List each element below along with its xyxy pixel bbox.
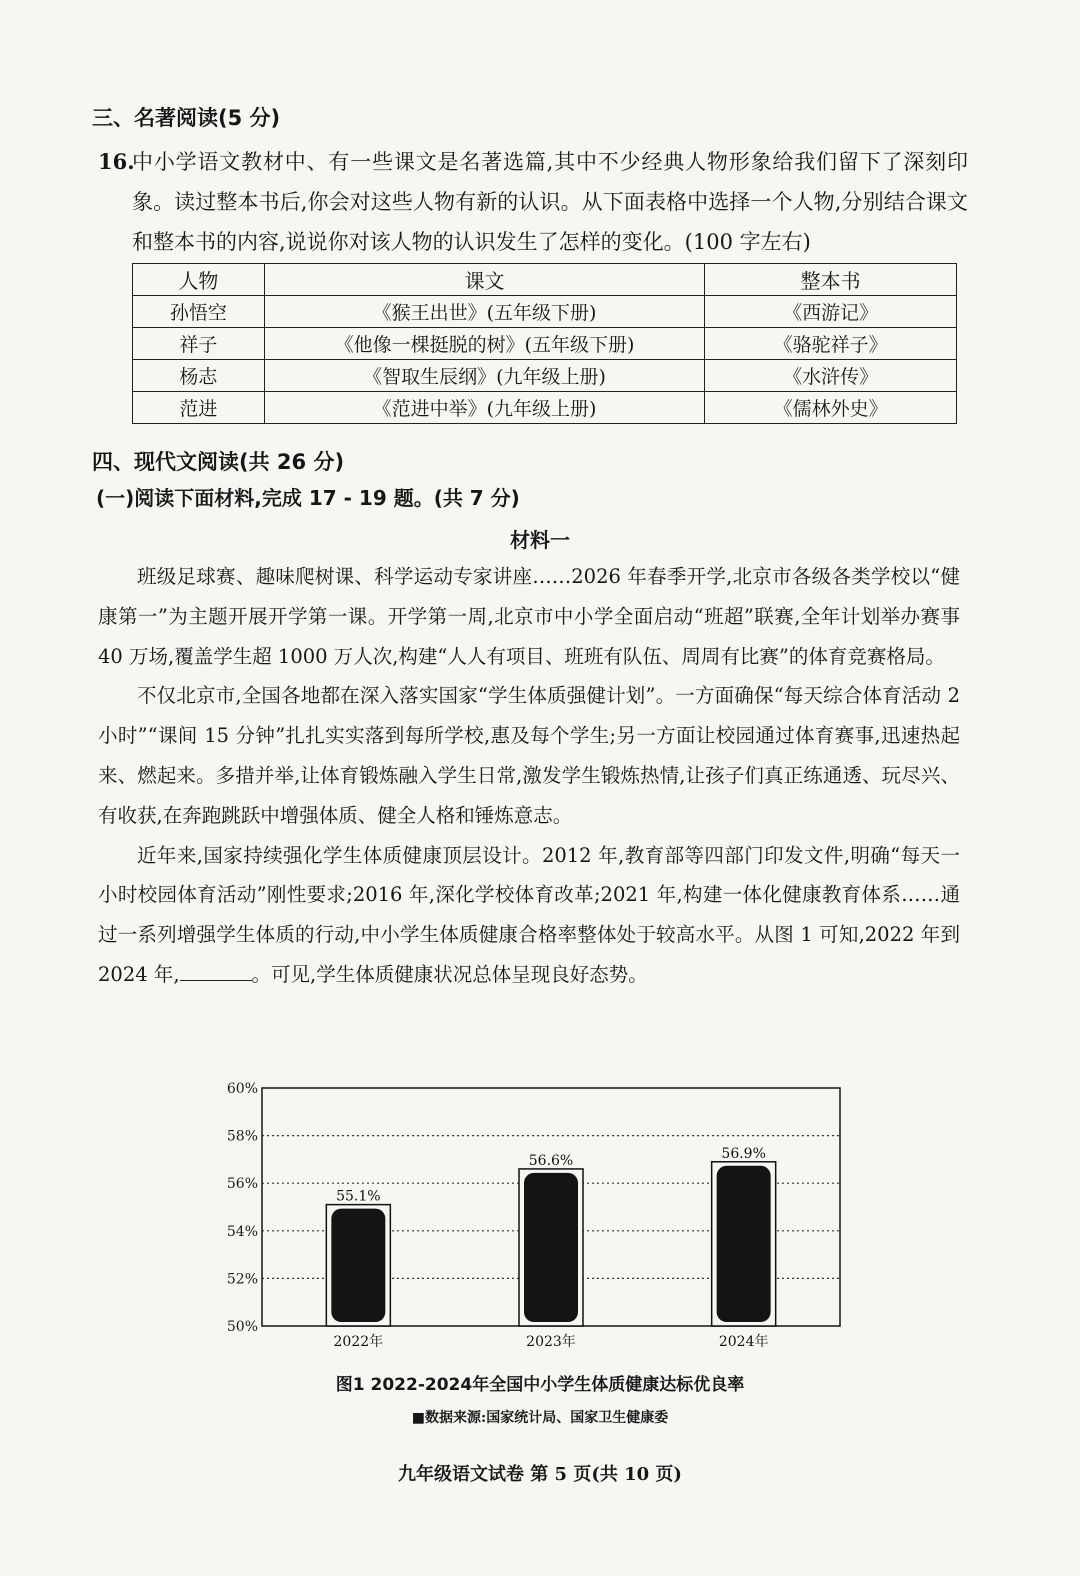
section4-subtitle: (一)阅读下面材料,完成 17 - 19 题。(共 7 分) (96, 486, 520, 510)
y-tick-label: 50% (226, 1319, 258, 1335)
paragraph-2: 不仅北京市,全国各地都在深入落实国家“学生体质强健计划”。一方面确保“每天综合体育活动 2 小时”“课间 15 分钟”扎扎实实落到每所学校,惠及每个学生;另一方面让校园通过体育赛事,迅速热起来、燃起来。多措并举,让体育锻炼融入学生日常,激发学生锻炼热情,让孩子们真正练通透、玩尽兴、有收获,在奔跑跳跃中增强体质、健全人格和锤炼意志。 (98, 684, 960, 827)
material-body (98, 557, 960, 995)
y-tick-label: 58% (226, 1128, 258, 1145)
bar-data-label: 56.6% (528, 1152, 574, 1169)
header-book: 整本书 (705, 264, 957, 296)
x-tick-label: 2022年 (333, 1334, 384, 1350)
paragraph-1: 班级足球赛、趣味爬树课、科学运动专家讲座……2026 年春季开学,北京市各级各类学校以“健康第一”为主题开展开学第一课。开学第一周,北京市中小学全面启动“班超”联赛,全年计划举办赛事40 万场,覆盖学生超 1000 万人次,构建“人人有项目、班班有队伍、周周有比赛”的体育竞赛格局。 (98, 565, 960, 668)
page-footer: 九年级语文试卷 第 5 页(共 10 页) (398, 1464, 682, 1485)
figure-1-chart (220, 1072, 850, 1362)
bar (524, 1173, 578, 1322)
y-tick-label: 54% (226, 1223, 258, 1240)
table-row (133, 328, 957, 360)
bar (717, 1166, 771, 1322)
y-tick-label: 60% (226, 1081, 258, 1097)
bar-chart-svg (220, 1072, 850, 1362)
material-title: 材料一 (510, 528, 570, 552)
table-cell: 孙悟空 (133, 296, 265, 328)
table-cell: 《智取生辰纲》(九年级上册) (264, 360, 704, 392)
table-cell: 《范进中举》(九年级上册) (264, 392, 704, 424)
x-tick-label: 2023年 (526, 1334, 576, 1350)
y-tick-label: 52% (226, 1271, 258, 1288)
table-cell: 范进 (133, 392, 265, 424)
header-character: 人物 (133, 264, 265, 296)
question-16 (98, 142, 968, 262)
table-cell: 杨志 (133, 360, 265, 392)
paragraph-3-part-a: 近年来,国家持续强化学生体质健康顶层设计。2012 年,教育部等四部门印发文件,明确“每天一小时校园体育活动”刚性要求;2016 年,深化学校体育改革;2021 年,构建一体化健康教育体系……通过一系列增强学生体质的行动,中小学生体质健康合格率整体处于较高水平。从图 1 可知,2022 年到 2024 年, (98, 843, 960, 986)
table-row (133, 360, 957, 392)
table-header-row (133, 264, 957, 296)
question-text: 中小学语文教材中、有一些课文是名著选篇,其中不少经典人物形象给我们留下了深刻印象。读过整本书后,你会对这些人物有新的认识。从下面表格中选择一个人物,分别结合课文和整本书的内容,说说你对该人物的认识发生了怎样的变化。(100 字左右) (132, 150, 968, 254)
table-cell: 《西游记》 (705, 296, 957, 328)
bar-data-label: 55.1% (336, 1188, 381, 1205)
x-tick-label: 2024年 (718, 1334, 769, 1350)
question-number: 16. (98, 149, 135, 174)
characters-table (132, 263, 957, 424)
table-cell: 《儒林外史》 (705, 392, 957, 424)
table-cell: 《猴王出世》(五年级下册) (264, 296, 704, 328)
y-tick-label: 56% (226, 1176, 258, 1193)
bar-data-label: 56.9% (721, 1145, 766, 1162)
header-lesson: 课文 (264, 264, 704, 296)
figure-source: ■数据来源:国家统计局、国家卫生健康委 (411, 1410, 669, 1426)
section3-title: 三、名著阅读(5 分) (92, 106, 281, 130)
answer-blank[interactable] (180, 962, 252, 981)
section4-title: 四、现代文阅读(共 26 分) (92, 450, 345, 474)
table-row (133, 392, 957, 424)
paragraph-3 (98, 836, 960, 995)
bar (331, 1209, 385, 1322)
table-row (133, 296, 957, 328)
paragraph-3-part-b: 。可见,学生体质健康状况总体呈现良好态势。 (251, 962, 648, 986)
table-cell: 《骆驼祥子》 (705, 328, 957, 360)
figure-caption: 图1 2022-2024年全国中小学生体质健康达标优良率 (335, 1375, 745, 1395)
table-cell: 《水浒传》 (705, 360, 957, 392)
table-cell: 祥子 (133, 328, 265, 360)
table-cell: 《他像一棵挺脱的树》(五年级下册) (264, 328, 704, 360)
